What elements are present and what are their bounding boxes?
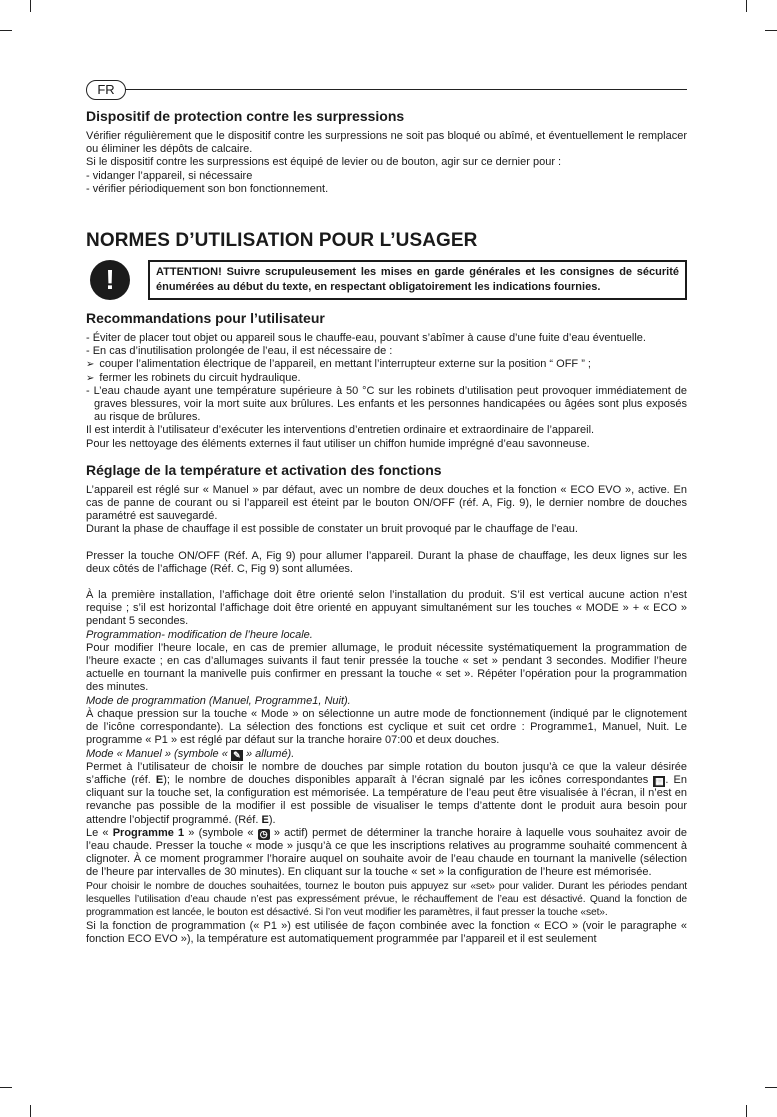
- crop-mark: [0, 1087, 12, 1088]
- subheading-text: » allumé).: [242, 747, 295, 760]
- paragraph: Si la fonction de programmation (« P1 ») est utilisée de façon combinée avec la fonction « ECO » (voir le paragraphe « fonction ECO EVO »), la température est automatiquement programmée par l’appareil et il est seulement: [86, 919, 687, 945]
- arrow-list-item: ➢ fermer les robinets du circuit hydraulique.: [86, 372, 687, 385]
- clock-icon: ◷: [258, 829, 270, 840]
- paragraph: Permet à l’utilisateur de choisir le nombre de douches par simple rotation du bouton jusqu’à ce que la valeur désirée s’affiche (réf. E); le nombre de douches disponibles apparaît à l’écran signalé par les icônes correspondantes ▦ . En cliquant sur la touche set, la configuration est mémorisée. La température de l’eau peut être visualisée à l’écran, il n’est en revanche pas possible de la modifier il est possible de visualiser le temps d’attente dont le produit aura besoin pour attendre l’objectif programmé. (Réf. E).: [86, 760, 688, 826]
- paragraph: Pour les nettoyage des éléments externes il faut utiliser un chiffon humide imprégné d’eau savonneuse.: [86, 437, 590, 450]
- document-page: [86, 78, 687, 946]
- crop-mark: [0, 30, 12, 31]
- paragraph: Le « Programme 1 » (symbole « ◷ » actif) permet de déterminer la tranche horaire à laquelle vous souhaitez avoir de l’eau chaude. Presser la touche « mode » jusqu’à ce que les inscriptions relatives au programme souhaité commencent à clignoter. À ce moment programmer l’horaire auquel on souhaite avoir de l’eau chaude en tournant la manivelle (sélection de l’heure par intervalles de 30 minutes). En cliquant sur la touche « set » la configuration de l’heure est mémorisée.: [86, 826, 687, 879]
- paragraph: À chaque pression sur la touche « Mode » on sélectionne un autre mode de fonctionnement (indiqué par le clignotement de l’icône correspondante). La sélection des fonctions est cyclique et suit cet ordre : Programme1, Manuel, Nuit. Le programme « P1 » est réglé par défaut sur la tranche horaire 07:00 et deux douches.: [86, 707, 687, 747]
- header-rule: [124, 89, 687, 90]
- section-title-reglage: Réglage de la température et activation des fonctions: [86, 461, 442, 478]
- list-item: - vidanger l’appareil, si nécessaire: [86, 169, 253, 182]
- shower-hand-icon: ✎: [231, 750, 243, 761]
- list-item: - L’eau chaude ayant une température supérieure à 50 °C sur les robinets d’utilisation peut provoquer immédiatement de graves blessures, voir la mort suite aux brûlures. Les enfants et les personnes handicapées ou âgées sont plus exposés au risque de brûlures.: [86, 384, 687, 424]
- list-item: - Éviter de placer tout objet ou appareil sous le chauffe-eau, pouvant s’abîmer à cause d’une fuite d’eau éventuelle.: [86, 332, 646, 345]
- paragraph: Durant la phase de chauffage il est possible de constater un bruit provoqué par le chauffage de l’eau.: [86, 523, 578, 536]
- subheading: [86, 695, 687, 708]
- shower-icon: ▦: [655, 775, 664, 786]
- arrow-list-item: ➢ couper l’alimentation électrique de l’appareil, en mettant l’interrupteur externe sur la position “ OFF ” ;: [86, 358, 687, 371]
- warning-text: ATTENTION! Suivre scrupuleusement les mises en garde générales et les consignes de sécurité énumérées au début du texte, en respectant obligatoirement les indications fournies.: [156, 266, 679, 294]
- warning-exclamation-icon: !: [90, 260, 130, 300]
- list-item: - En cas d’inutilisation prolongée de l’eau, il est nécessaire de :: [86, 345, 393, 358]
- crop-mark: [765, 30, 777, 31]
- paragraph: Presser la touche ON/OFF (Réf. A, Fig 9) pour allumer l’appareil. Durant la phase de chauffage, les deux lignes sur les deux côtés de l’affichage (Réf. C, Fig 9) sont allumées.: [86, 549, 687, 575]
- paragraph: L’appareil est réglé sur « Manuel » par défaut, avec un nombre de deux douches et la fonction « ECO EVO », active. En cas de panne de courant ou si l’appareil est éteint par le bouton ON/OFF (réf. A, Fig. 9), le dernier nombre de douches paramétré est sauvegardé.: [86, 483, 687, 523]
- crop-mark: [765, 1087, 777, 1088]
- warning-block: [86, 260, 687, 300]
- crop-mark: [30, 0, 31, 12]
- paragraph: Si le dispositif contre les surpressions est équipé de levier ou de bouton, agir sur ce dernier pour :: [86, 156, 562, 169]
- crop-mark: [746, 0, 747, 12]
- subheading: [86, 629, 687, 642]
- section-title-recommandations: Recommandations pour l’utilisateur: [86, 310, 325, 327]
- warning-box: [148, 260, 687, 300]
- subheading-text: Programmation- modification de l’heure locale.: [86, 628, 313, 641]
- subheading-text: Mode « Manuel » (symbole «: [86, 747, 231, 760]
- language-header: [86, 78, 687, 100]
- crop-mark: [30, 1105, 31, 1117]
- language-badge: FR: [86, 80, 126, 100]
- paragraph: Pour modifier l’heure locale, en cas de premier allumage, le produit nécessite systématiquement la programmation de l’heure exacte ; en cas d’allumages suivants il faut tenir pressée la touche « set » pendant 3 secondes. Modifier l’heure actuelle en tournant la manivelle puis confirmer en pressant la touche « set ». Répéter l’opération pour la programmation des minutes.: [86, 641, 687, 694]
- paragraph: Il est interdit à l’utilisateur d’exécuter les interventions d’entretien ordinaire et extraordinaire de l’appareil.: [86, 424, 595, 437]
- crop-mark: [746, 1105, 747, 1117]
- subheading: [86, 748, 687, 761]
- list-item: - vérifier périodiquement son bon fonctionnement.: [86, 182, 329, 195]
- paragraph: Vérifier régulièrement que le dispositif contre les surpressions ne soit pas bloqué ou abîmé, et éventuellement le remplacer ou éliminer les dépôts de calcaire.: [86, 130, 687, 156]
- subheading-text: Mode de programmation (Manuel, Programme1, Nuit).: [86, 694, 351, 707]
- main-title: NORMES D’UTILISATION POUR L’USAGER: [86, 230, 478, 252]
- section-title-surpressions: Dispositif de protection contre les surpressions: [86, 108, 405, 124]
- paragraph: Pour choisir le nombre de douches souhaitées, tournez le bouton puis appuyez sur «set» pour valider. Durant les périodes pendant lesquelles l’utilisation d’eau chaude n’est pas expressément prévue, le réchauffement de l’eau est désactivé. Quand la fonction de programmation est lancée, le bouton est désactivé. Si l’on veut modifier les paramètres, il faut presser la touche «set».: [86, 880, 687, 919]
- paragraph: À la première installation, l’affichage doit être orienté selon l’installation du produit. S’il est vertical aucune action n’est requise ; s’il est horizontal l’affichage doit être orienté en appuyant simultanément sur les touches « MODE » + « ECO » pendant 5 secondes.: [86, 589, 687, 628]
